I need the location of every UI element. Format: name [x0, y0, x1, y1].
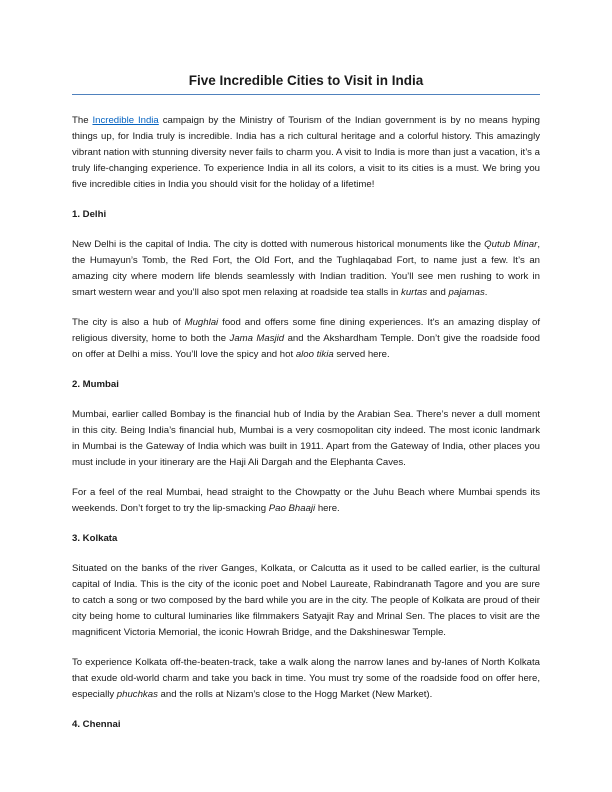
- delhi-heading: 1. Delhi: [72, 209, 107, 220]
- delhi-paragraph-1: [72, 237, 540, 301]
- text-run: and the Akshardham Temple. Don’t give the roadside food on offer at Delhi a miss. You’ll love the spicy and hot: [72, 333, 540, 360]
- article-body: [72, 113, 540, 747]
- intro-paragraph: [72, 113, 540, 193]
- italic-term: pajamas: [448, 287, 485, 298]
- text-run: food and offers some fine dining experiences. It's an amazing display of religious diversity, home to both the: [72, 317, 540, 344]
- text-run: , the Humayun’s Tomb, the Red Fort, the Old Fort, and the Tughlaqabad Fort, to name just a few. It’s an amazing city where modern life blends seamlessly with Indian tradition. You’ll see men rushing to work in smart western wear and you’ll also spot men relaxing at roadside tea stalls in: [72, 239, 540, 298]
- kolkata-heading: 3. Kolkata: [72, 533, 118, 544]
- italic-term: Mughlai: [184, 317, 219, 328]
- text-run: and the rolls at Nizam’s close to the Hogg Market (New Market).: [157, 689, 433, 700]
- mumbai-paragraph-1: Mumbai, earlier called Bombay is the financial hub of India by the Arabian Sea. There’s never a dull moment in this city. Being India’s financial hub, Mumbai is a very cosmopolitan city indeed. The most iconic landmark in Mumbai is the Gateway of India which was built in 1911. Apart from the Gateway of India, other places you must include in your itinerary are the Haji Ali Dargah and the Elephanta Caves.: [72, 409, 540, 468]
- italic-term: Pao Bhaaji: [268, 503, 316, 514]
- text-run: and: [427, 287, 449, 298]
- incredible-india-link[interactable]: Incredible India: [92, 115, 159, 126]
- mumbai-heading: 2. Mumbai: [72, 379, 119, 390]
- chennai-heading: 4. Chennai: [72, 719, 121, 730]
- italic-term: aloo tikia: [295, 349, 334, 360]
- text-run: For a feel of the real Mumbai, head straight to the Chowpatty or the Juhu Beach where Mumbai spends its weekends. Don’t forget to try the lip-smacking: [72, 487, 540, 514]
- text-run: .: [484, 287, 488, 298]
- text-run: To experience Kolkata off-the-beaten-track, take a walk along the narrow lanes and by-lanes of North Kolkata that exude old-world charm and take you back in time. You must try some of the roadside food on offer here, especially: [72, 657, 540, 700]
- italic-term: phuchkas: [116, 689, 158, 700]
- text-run: New Delhi is the capital of India. The city is dotted with numerous historical monuments like the: [72, 239, 485, 250]
- kolkata-paragraph-1: Situated on the banks of the river Ganges, Kolkata, or Calcutta as it used to be called earlier, is the cultural capital of India. This is the city of the iconic poet and Nobel Laureate, Rabindranath Tagore and you are sure to catch a song or two composed by the bard while you are in the city. The people of Kolkata are proud of their city being home to cultural luminaries like filmmakers Satyajit Ray and Mrinal Sen. The places to visit are the magnificent Victoria Memorial, the iconic Howrah Bridge, and the Dakshineswar Temple.: [72, 563, 540, 638]
- page-title: Five Incredible Cities to Visit in India: [72, 73, 540, 95]
- text-run: served here.: [333, 349, 390, 360]
- mumbai-paragraph-2: [72, 485, 540, 517]
- text-run: The city is also a hub of: [72, 317, 185, 328]
- italic-term: Qutub Minar: [484, 239, 538, 250]
- text-run: here.: [315, 503, 340, 514]
- italic-term: kurtas: [401, 287, 428, 298]
- italic-term: Jama Masjid: [229, 333, 285, 344]
- delhi-paragraph-2: [72, 315, 540, 363]
- kolkata-paragraph-2: [72, 655, 540, 703]
- intro-text-rest: campaign by the Ministry of Tourism of the Indian government is by no means hyping things up, for India truly is incredible. India has a rich cultural heritage and a colorful history. This amazingly vibrant nation with stunning diversity never fails to charm you. A visit to India is more than just a vacation, it’s a truly life-changing experience. To experience India in all its colors, a visit to its cities is a must. We bring you five incredible cities in India you should visit for the holiday of a lifetime!: [72, 115, 540, 190]
- intro-text-start: The: [72, 115, 93, 126]
